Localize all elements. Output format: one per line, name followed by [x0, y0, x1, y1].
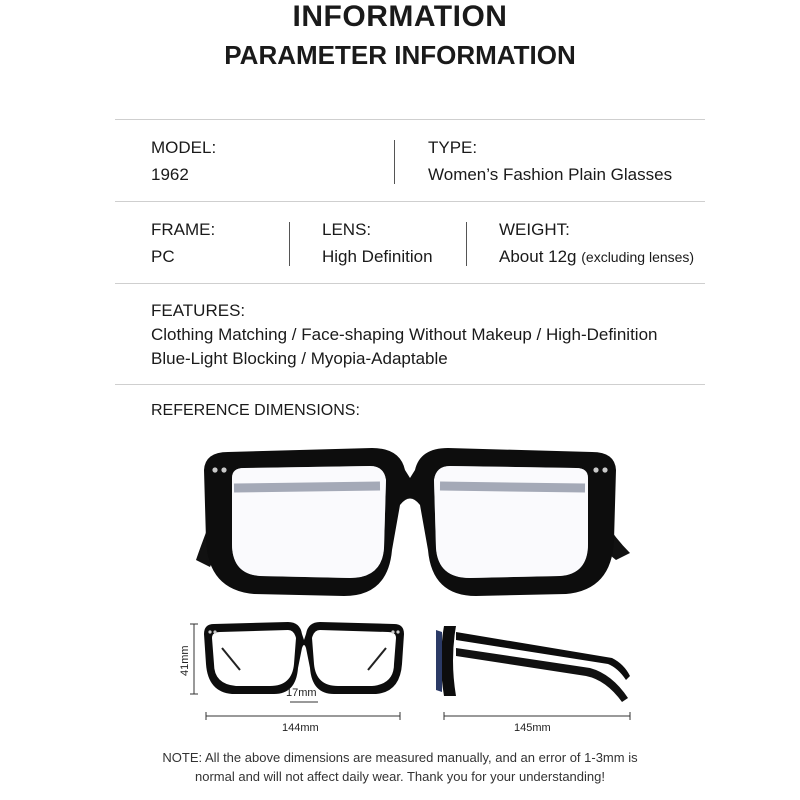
width-dimension-label: 144mm — [282, 722, 319, 734]
weight-label: WEIGHT: — [499, 220, 570, 239]
height-dimension-label: 41mm — [179, 645, 191, 676]
model-value: 1962 — [151, 165, 189, 184]
glasses-front-small — [204, 622, 404, 694]
frame-label: FRAME: — [151, 220, 216, 239]
model-label: MODEL: — [151, 138, 217, 157]
glasses-side-image — [436, 626, 630, 702]
type-value: Women’s Fashion Plain Glasses — [428, 165, 673, 184]
lens-label: LENS: — [322, 220, 372, 239]
features-line: Blue-Light Blocking / Myopia-Adaptable — [151, 349, 448, 368]
note-line: NOTE: All the above dimensions are measured manually, and an error of 1-3mm is — [162, 750, 638, 765]
type-label: TYPE: — [428, 138, 478, 157]
weight-amount: About 12g — [499, 247, 577, 266]
note-line: normal and will not affect daily wear. Thank you for your understanding! — [195, 769, 605, 784]
bridge-dimension-label: 17mm — [286, 687, 317, 699]
temple-dimension-label: 145mm — [514, 722, 551, 734]
page-title: INFORMATION — [292, 0, 508, 33]
features-label: FEATURES: — [151, 301, 246, 320]
note-text — [0, 748, 800, 786]
dimensions-label: REFERENCE DIMENSIONS: — [151, 402, 360, 419]
features-line: Clothing Matching / Face-shaping Without Makeup / High-Definition — [151, 325, 658, 344]
page-subtitle: PARAMETER INFORMATION — [224, 40, 576, 70]
lens-value: High Definition — [322, 247, 433, 266]
weight-note: (excluding lenses) — [581, 249, 695, 265]
frame-value: PC — [151, 247, 175, 266]
